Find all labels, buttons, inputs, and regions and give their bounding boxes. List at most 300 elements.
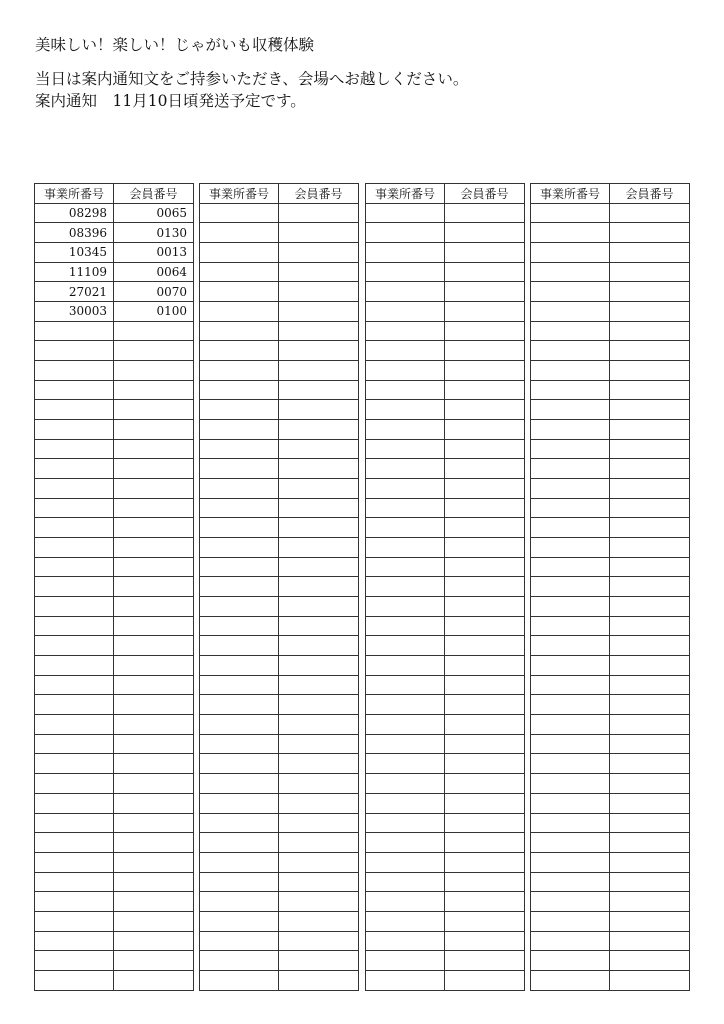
office-number-cell [531, 439, 610, 459]
office-number-cell [531, 911, 610, 931]
member-number-cell [610, 223, 690, 243]
member-number-cell [114, 695, 194, 715]
table-row [35, 656, 194, 676]
table-row [531, 439, 690, 459]
office-number-cell [366, 577, 445, 597]
table-row [366, 892, 525, 912]
member-number-cell [114, 420, 194, 440]
office-number-cell [366, 538, 445, 558]
member-number-cell [279, 715, 359, 735]
member-number-cell [114, 892, 194, 912]
member-number-cell [114, 951, 194, 971]
table-row [531, 498, 690, 518]
office-number-cell [531, 557, 610, 577]
table-row [531, 754, 690, 774]
office-number-cell [366, 892, 445, 912]
table-row [366, 282, 525, 302]
member-number-cell [114, 538, 194, 558]
member-number-cell [279, 459, 359, 479]
member-number-cell [279, 557, 359, 577]
office-number-cell [531, 734, 610, 754]
member-number-cell: 0100 [114, 302, 194, 322]
table-row [35, 833, 194, 853]
table-row [531, 223, 690, 243]
office-number-cell [35, 754, 114, 774]
office-number-cell [531, 538, 610, 558]
table-row [200, 361, 359, 381]
member-number-cell [610, 833, 690, 853]
table-row [531, 479, 690, 499]
table-row [366, 911, 525, 931]
table-row [35, 361, 194, 381]
office-number-cell [531, 951, 610, 971]
table-row [35, 951, 194, 971]
member-number-cell [114, 577, 194, 597]
office-number-cell [531, 380, 610, 400]
table-row [200, 557, 359, 577]
member-number-cell [610, 479, 690, 499]
member-number-cell [114, 734, 194, 754]
member-number-cell [114, 715, 194, 735]
table-row [35, 400, 194, 420]
member-number-cell: 0065 [114, 203, 194, 223]
office-number-cell [200, 341, 279, 361]
table-row [35, 321, 194, 341]
office-number-cell [200, 970, 279, 990]
office-number-cell [200, 675, 279, 695]
member-number-cell [445, 282, 525, 302]
office-number-cell [531, 675, 610, 695]
member-number-cell [445, 459, 525, 479]
office-number-cell [200, 911, 279, 931]
office-number-cell [35, 321, 114, 341]
member-number-cell [445, 695, 525, 715]
office-number-cell [366, 420, 445, 440]
office-number-cell [366, 223, 445, 243]
office-number-cell [531, 892, 610, 912]
office-number-cell [35, 577, 114, 597]
member-number-cell [279, 302, 359, 322]
member-number-cell [114, 675, 194, 695]
office-number-cell [531, 774, 610, 794]
office-number-cell [531, 636, 610, 656]
table-row [200, 282, 359, 302]
member-number-cell [445, 970, 525, 990]
member-number-cell [610, 892, 690, 912]
member-number-cell [445, 597, 525, 617]
table-row [200, 380, 359, 400]
table-row [200, 951, 359, 971]
member-number-cell [610, 951, 690, 971]
office-number-cell [200, 656, 279, 676]
table-row [35, 243, 194, 263]
table-row [35, 970, 194, 990]
office-number-cell [200, 892, 279, 912]
member-number-cell: 0130 [114, 223, 194, 243]
office-number-cell [200, 793, 279, 813]
office-number-cell [366, 833, 445, 853]
office-number-cell [531, 203, 610, 223]
table-row [200, 911, 359, 931]
member-number-cell [610, 597, 690, 617]
office-number-cell [366, 203, 445, 223]
table-row [366, 872, 525, 892]
notice-text [35, 68, 468, 112]
member-number-cell [445, 439, 525, 459]
member-number-cell [279, 597, 359, 617]
table-row [35, 420, 194, 440]
office-number-cell [200, 695, 279, 715]
member-number-cell [114, 911, 194, 931]
table-row [366, 518, 525, 538]
member-number-cell [279, 518, 359, 538]
table-row [35, 852, 194, 872]
table-row [35, 892, 194, 912]
office-number-cell [531, 577, 610, 597]
table-row [531, 656, 690, 676]
member-number-cell [445, 577, 525, 597]
office-number-cell [366, 400, 445, 420]
office-number-cell [35, 341, 114, 361]
office-number-cell [200, 302, 279, 322]
table-row [35, 911, 194, 931]
office-number-cell [35, 715, 114, 735]
notice-line-1: 当日は案内通知文をご持参いただき、会場へお越しください。 [35, 70, 469, 88]
member-number-cell [445, 675, 525, 695]
member-number-cell [445, 892, 525, 912]
member-number-cell [610, 400, 690, 420]
office-number-cell [531, 793, 610, 813]
office-number-cell [35, 675, 114, 695]
member-number-cell [445, 262, 525, 282]
table-row [35, 302, 194, 322]
member-number-cell: 0013 [114, 243, 194, 263]
member-number-cell [279, 420, 359, 440]
office-number-cell [35, 793, 114, 813]
table-row [35, 479, 194, 499]
member-number-cell [279, 931, 359, 951]
office-number-cell [35, 656, 114, 676]
table-row [531, 262, 690, 282]
table-row [200, 420, 359, 440]
table-row [531, 616, 690, 636]
table-row [531, 597, 690, 617]
office-number-cell [366, 262, 445, 282]
member-number-cell [445, 341, 525, 361]
header-office-number: 事業所番号 [366, 184, 445, 204]
member-number-cell [114, 970, 194, 990]
member-number-cell [114, 439, 194, 459]
office-number-cell [35, 459, 114, 479]
member-number-cell [610, 970, 690, 990]
member-number-cell [279, 911, 359, 931]
member-number-cell [610, 498, 690, 518]
member-number-cell [610, 813, 690, 833]
member-number-cell [114, 793, 194, 813]
member-number-cell [610, 656, 690, 676]
member-number-cell [610, 380, 690, 400]
member-number-cell [445, 518, 525, 538]
table-row [531, 675, 690, 695]
table-row [531, 833, 690, 853]
office-number-cell [200, 833, 279, 853]
office-number-cell [200, 754, 279, 774]
table-row [35, 715, 194, 735]
office-number-cell [366, 282, 445, 302]
table-row [35, 538, 194, 558]
office-number-cell [35, 734, 114, 754]
member-number-cell [610, 538, 690, 558]
office-number-cell: 08298 [35, 203, 114, 223]
table-row [200, 459, 359, 479]
table-row [366, 459, 525, 479]
office-number-cell [200, 400, 279, 420]
member-number-cell [279, 498, 359, 518]
table-row [35, 597, 194, 617]
office-number-cell [531, 282, 610, 302]
table-row [366, 675, 525, 695]
office-number-cell [366, 380, 445, 400]
table-row [200, 538, 359, 558]
office-number-cell [366, 715, 445, 735]
table-row [531, 243, 690, 263]
member-number-cell [610, 577, 690, 597]
member-number-cell [279, 636, 359, 656]
office-number-cell [35, 872, 114, 892]
member-number-cell [114, 774, 194, 794]
office-number-cell [531, 715, 610, 735]
table-row [366, 616, 525, 636]
table-row [366, 597, 525, 617]
office-number-cell [35, 636, 114, 656]
member-number-cell [114, 479, 194, 499]
office-number-cell [200, 715, 279, 735]
office-number-cell [366, 754, 445, 774]
member-number-cell [445, 380, 525, 400]
member-number-cell [445, 656, 525, 676]
header-member-number: 会員番号 [445, 184, 525, 204]
table-row [200, 931, 359, 951]
member-number-cell [279, 439, 359, 459]
member-number-cell [114, 852, 194, 872]
member-number-cell [279, 341, 359, 361]
table-row [35, 695, 194, 715]
table-row [200, 734, 359, 754]
office-number-cell [200, 243, 279, 263]
office-number-cell [531, 223, 610, 243]
office-number-cell [366, 636, 445, 656]
member-number-cell [279, 695, 359, 715]
office-number-cell [200, 203, 279, 223]
office-number-cell [531, 302, 610, 322]
office-number-cell [200, 557, 279, 577]
table-row [35, 380, 194, 400]
member-number-cell [610, 636, 690, 656]
member-number-cell [610, 262, 690, 282]
member-number-cell [445, 321, 525, 341]
member-number-cell: 0064 [114, 262, 194, 282]
member-number-cell [610, 361, 690, 381]
table-row [35, 577, 194, 597]
office-number-cell: 11109 [35, 262, 114, 282]
office-number-cell [35, 538, 114, 558]
member-table-4 [530, 183, 690, 991]
table-row [200, 400, 359, 420]
member-number-cell [445, 498, 525, 518]
table-row [366, 498, 525, 518]
office-number-cell [200, 538, 279, 558]
table-row [35, 813, 194, 833]
member-number-cell [114, 459, 194, 479]
member-number-cell [114, 557, 194, 577]
table-row [35, 734, 194, 754]
member-number-cell [114, 656, 194, 676]
member-number-cell [114, 833, 194, 853]
office-number-cell [366, 931, 445, 951]
office-number-cell [531, 813, 610, 833]
member-number-cell [445, 833, 525, 853]
member-number-cell [279, 813, 359, 833]
member-number-cell [114, 361, 194, 381]
member-table-2 [199, 183, 359, 991]
table-row [200, 302, 359, 322]
table-row [35, 439, 194, 459]
table-row [366, 321, 525, 341]
member-number-cell [279, 833, 359, 853]
office-number-cell [35, 892, 114, 912]
office-number-cell [35, 833, 114, 853]
table-row [200, 793, 359, 813]
table-row [531, 341, 690, 361]
table-row [35, 518, 194, 538]
table-row [366, 479, 525, 499]
member-number-cell [610, 675, 690, 695]
member-number-cell [610, 518, 690, 538]
office-number-cell [35, 695, 114, 715]
office-number-cell [35, 557, 114, 577]
table-row [531, 538, 690, 558]
office-number-cell [366, 439, 445, 459]
office-number-cell [366, 813, 445, 833]
table-row [531, 459, 690, 479]
table-row [366, 931, 525, 951]
office-number-cell [531, 400, 610, 420]
office-number-cell [366, 734, 445, 754]
table-row [35, 616, 194, 636]
member-number-cell [114, 636, 194, 656]
member-number-cell [279, 734, 359, 754]
table-row [35, 557, 194, 577]
office-number-cell [200, 734, 279, 754]
table-row [531, 715, 690, 735]
table-row [366, 852, 525, 872]
table-row [531, 695, 690, 715]
member-number-cell [114, 341, 194, 361]
member-number-cell [610, 203, 690, 223]
office-number-cell [35, 931, 114, 951]
office-number-cell [200, 951, 279, 971]
member-number-cell [445, 400, 525, 420]
header-office-number: 事業所番号 [200, 184, 279, 204]
table-row [531, 931, 690, 951]
member-number-cell [445, 734, 525, 754]
member-number-cell [279, 616, 359, 636]
table-row [200, 892, 359, 912]
member-number-cell [610, 243, 690, 263]
member-number-cell [279, 380, 359, 400]
office-number-cell: 10345 [35, 243, 114, 263]
member-number-cell [279, 577, 359, 597]
office-number-cell [35, 420, 114, 440]
office-number-cell [366, 321, 445, 341]
office-number-cell [366, 479, 445, 499]
table-row [35, 675, 194, 695]
table-row [200, 656, 359, 676]
office-number-cell [366, 656, 445, 676]
table-row [35, 459, 194, 479]
office-number-cell [200, 518, 279, 538]
member-number-cell [445, 951, 525, 971]
table-row [200, 577, 359, 597]
table-row [531, 852, 690, 872]
table-row [366, 557, 525, 577]
table-row [531, 282, 690, 302]
member-number-cell [114, 616, 194, 636]
office-number-cell [366, 872, 445, 892]
table-row [200, 439, 359, 459]
office-number-cell [35, 911, 114, 931]
office-number-cell [531, 833, 610, 853]
office-number-cell [366, 557, 445, 577]
office-number-cell [366, 852, 445, 872]
member-number-cell [445, 715, 525, 735]
member-number-cell [114, 597, 194, 617]
office-number-cell [531, 321, 610, 341]
office-number-cell [35, 518, 114, 538]
member-number-cell [279, 675, 359, 695]
office-number-cell [35, 479, 114, 499]
member-number-cell [279, 538, 359, 558]
office-number-cell [366, 911, 445, 931]
office-number-cell [531, 479, 610, 499]
office-number-cell [200, 616, 279, 636]
member-number-cell [114, 813, 194, 833]
member-number-cell [610, 774, 690, 794]
table-row [366, 951, 525, 971]
member-number-cell [610, 931, 690, 951]
office-number-cell [531, 341, 610, 361]
member-number-cell [279, 754, 359, 774]
office-number-cell [200, 498, 279, 518]
table-row [35, 223, 194, 243]
member-table-3 [365, 183, 525, 991]
table-row [200, 597, 359, 617]
member-number-cell [445, 616, 525, 636]
member-number-cell [610, 420, 690, 440]
office-number-cell: 08396 [35, 223, 114, 243]
table-row [531, 203, 690, 223]
office-number-cell [366, 597, 445, 617]
office-number-cell [200, 577, 279, 597]
office-number-cell [531, 361, 610, 381]
member-number-cell [610, 302, 690, 322]
table-row [531, 518, 690, 538]
header-member-number: 会員番号 [610, 184, 690, 204]
table-row [531, 911, 690, 931]
table-row [366, 361, 525, 381]
table-row [531, 420, 690, 440]
table-row [200, 479, 359, 499]
